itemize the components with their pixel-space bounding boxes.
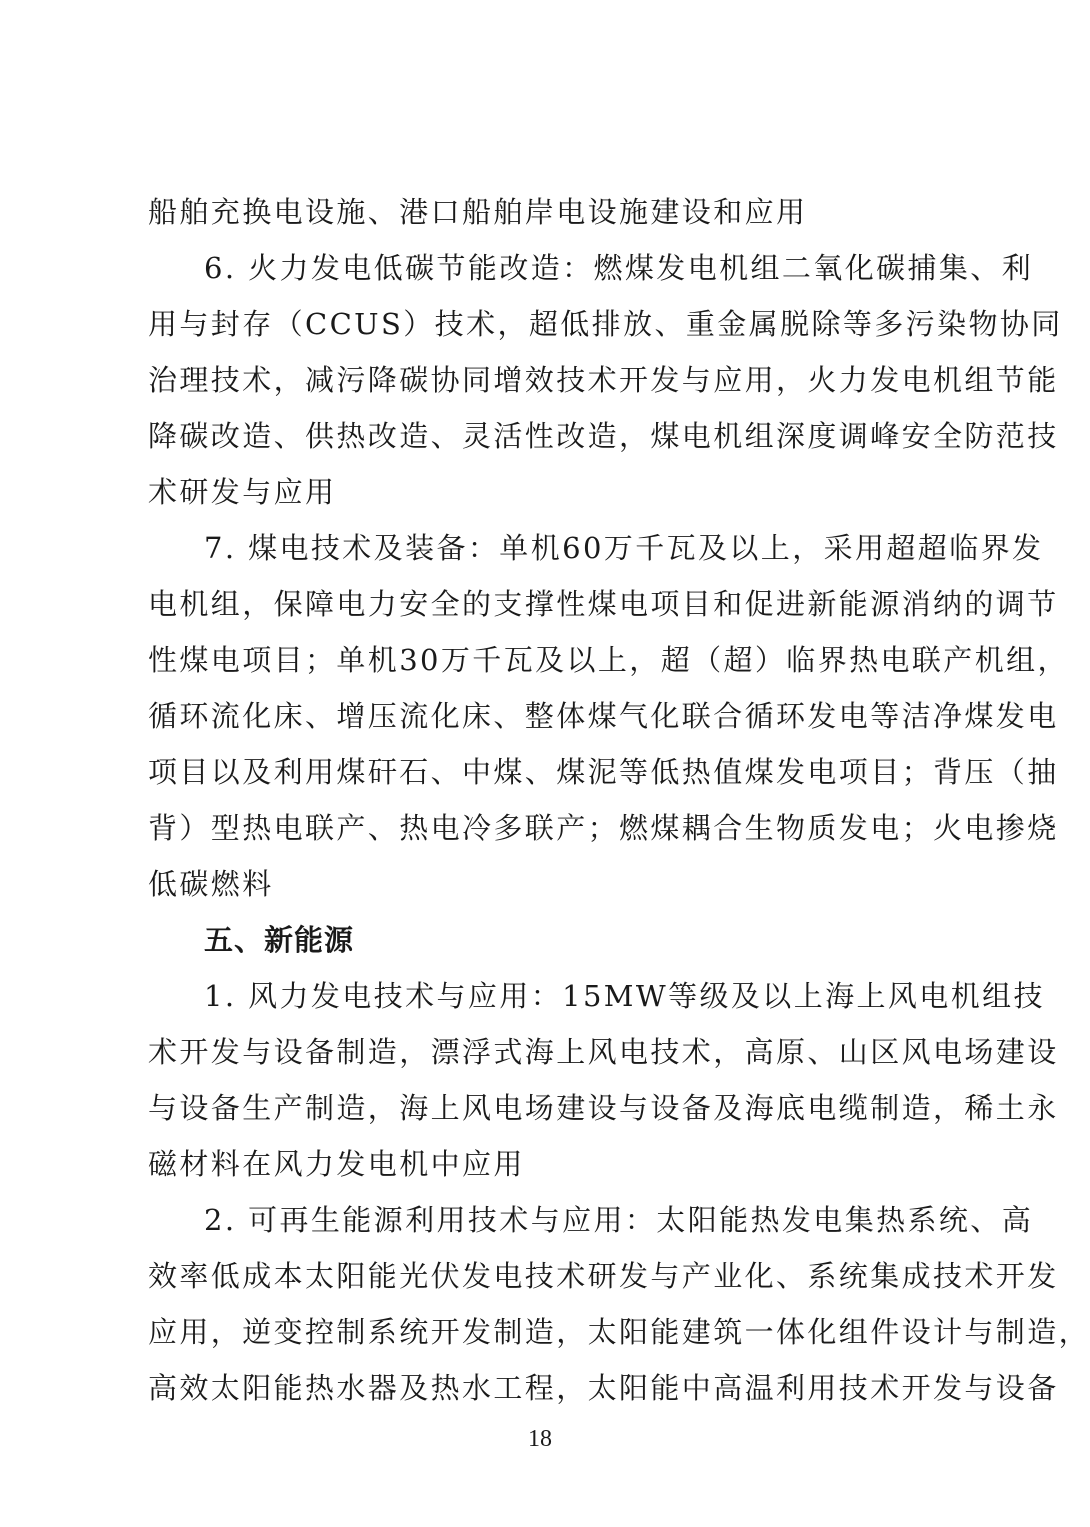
text-line: 性煤电项目；单机30万千瓦及以上，超（超）临界热电联产机组，	[148, 643, 1069, 677]
text-line: 1. 风力发电技术与应用：15MW等级及以上海上风电机组技	[204, 979, 1045, 1013]
text-line: 低碳燃料	[148, 867, 274, 901]
text-line: 2. 可再生能源利用技术与应用：太阳能热发电集热系统、高	[204, 1203, 1034, 1237]
text-line: 船舶充换电设施、港口船舶岸电设施建设和应用	[148, 195, 808, 229]
text-line: 降碳改造、供热改造、灵活性改造，煤电机组深度调峰安全防范技	[148, 419, 1059, 453]
text-line: 7. 煤电技术及装备：单机60万千瓦及以上，采用超超临界发	[204, 531, 1044, 565]
text-line: 应用，逆变控制系统开发制造，太阳能建筑一体化组件设计与制造，	[148, 1315, 1090, 1349]
page-number: 18	[528, 1426, 552, 1452]
text-line: 治理技术，减污降碳协同增效技术开发与应用，火力发电机组节能	[148, 363, 1059, 397]
text-line: 术开发与设备制造，漂浮式海上风电技术，高原、山区风电场建设	[148, 1035, 1059, 1069]
text-line: 电机组，保障电力安全的支撑性煤电项目和促进新能源消纳的调节	[148, 587, 1059, 621]
text-line: 6. 火力发电低碳节能改造：燃煤发电机组二氧化碳捕集、利	[204, 251, 1034, 285]
text-line: 项目以及利用煤矸石、中煤、煤泥等低热值煤发电项目；背压（抽	[148, 755, 1059, 789]
text-line: 背）型热电联产、热电冷多联产；燃煤耦合生物质发电；火电掺烧	[148, 811, 1059, 845]
section-heading: 五、新能源	[204, 923, 355, 957]
text-line: 用与封存（CCUS）技术，超低排放、重金属脱除等多污染物协同	[148, 307, 1063, 341]
text-line: 循环流化床、增压流化床、整体煤气化联合循环发电等洁净煤发电	[148, 699, 1059, 733]
text-line: 效率低成本太阳能光伏发电技术研发与产业化、系统集成技术开发	[148, 1259, 1059, 1293]
text-line: 磁材料在风力发电机中应用	[148, 1147, 525, 1181]
text-line: 与设备生产制造，海上风电场建设与设备及海底电缆制造，稀土永	[148, 1091, 1059, 1125]
text-line: 高效太阳能热水器及热水工程，太阳能中高温利用技术开发与设备	[148, 1371, 1059, 1405]
text-line: 术研发与应用	[148, 475, 337, 509]
